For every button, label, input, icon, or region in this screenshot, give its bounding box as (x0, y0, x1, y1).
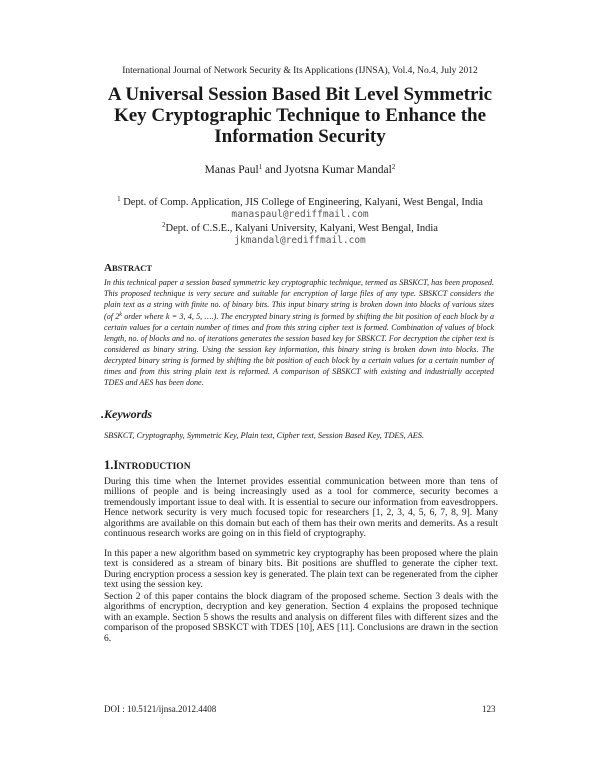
affiliation-2 (0, 219, 600, 247)
affiliation-superscript: 2 (162, 221, 166, 229)
author-superscript: 2 (391, 163, 396, 171)
author-joiner: and (262, 164, 285, 176)
journal-header: International Journal of Network Security & Its Applications (IJNSA), Vol.4, No.4, July 2012 (122, 66, 478, 76)
email-text: manaspaul@rediffmail.com (231, 209, 369, 220)
abstract-text-part: In this technical paper a session based symmetric key cryptographic technique, termed as SBSKCT, has been proposed. This proposed technique is very secure and suitable for encryption of large files of any type. SBSKCT considers the plain text as a string with finite no. of binary bits. This input binary string is broken down into blocks of various sizes (of 2 (104, 278, 494, 321)
affiliation-text: Dept. of Comp. Application, JIS College of Engineering, Kalyani, West Bengal, India (120, 197, 483, 208)
section-initial: I (113, 458, 119, 472)
title-line-3: Information Security (214, 126, 386, 147)
author-list (0, 163, 600, 176)
author-name: Manas Paul (204, 164, 259, 176)
email-text: jkmandal@rediffmail.com (234, 235, 366, 246)
author-superscript: 1 (258, 163, 263, 171)
keywords-heading: .Keywords (101, 407, 152, 421)
abstract-heading (104, 262, 152, 274)
section-title-rest: NTRODUCTION (118, 462, 191, 472)
title-line-2: Key Cryptographic Technique to Enhance the (113, 105, 487, 126)
abstract-superscript: k (119, 312, 122, 318)
paper-title (60, 84, 540, 147)
keywords-heading-label: Keywords (104, 407, 152, 421)
introduction-heading (104, 458, 191, 473)
abstract-body (104, 277, 494, 388)
page-number: 123 (482, 704, 496, 714)
abstract-text-part: order where k = 3, 4, 5, ….). The encrypted binary string is formed by shifting the bit position of each block by a certain values for a certain number of times and from this string cipher text is formed. Combination of values of block length, no. of blocks and no. of iterations generates the session based key for SBSKCT. For decryption the cipher text is considered as binary string. Using the session key information, this binary string is broken down into blocks. The decrypted binary string is formed by shifting the bit position of each block by a certain values for a certain number of times and from this string plain text is reformed. A comparison of SBSKCT with existing and industrially accepted TDES and AES has been done. (104, 312, 495, 387)
affiliation-superscript: 1 (117, 195, 121, 203)
doi-footer: DOI : 10.5121/ijnsa.2012.4408 (104, 704, 217, 714)
abstract-heading-initial: A (104, 262, 112, 274)
intro-paragraph-1: During this time when the Internet provides essential communication between more than tens of millions of people and is being increasingly used as a tool for commerce, security becomes a tremendously important issue to deal with. It is essential to secure our information from eavesdroppers. Hence network security is very much focused topic for researchers [1, 2, 3, 4, 5, 6, 7, 8, 9]. Many algorithms are available on this domain but each of them has their own merits and demerits. As a result continuous research works are going on in this field of cryptography. (104, 477, 498, 540)
keywords-list: SBSKCT, Cryptography, Symmetric Key, Plain text, Cipher text, Session Based Key, TDES, AES. (104, 431, 425, 440)
abstract-heading-rest: BSTRACT (111, 263, 153, 273)
intro-paragraph-2: In this paper a new algorithm based on symmetric key cryptography has been proposed where the plain text is considered as a stream of binary bits. Bit positions are shuffled to generate the cipher text. During encryption process a session key is generated. The plain text can be regenerated from the cipher text using the session key. (104, 549, 498, 591)
section-number: 1. (104, 458, 114, 472)
affiliation-text: Dept. of C.S.E., Kalyani University, Kalyani, West Bengal, India (165, 223, 438, 234)
affiliation-1 (0, 193, 600, 221)
author-name: Jyotsna Kumar Mandal (284, 164, 392, 176)
intro-paragraph-3: Section 2 of this paper contains the block diagram of the proposed scheme. Section 3 deals with the algorithms of encryption, decryption and key generation. Section 4 explains the proposed technique with an example. Section 5 shows the results and analysis on different files with different sizes and the comparison of the proposed SBSKCT with TDES [10], AES [11]. Conclusions are drawn in the section 6. (104, 592, 498, 644)
title-line-1: A Universal Session Based Bit Level Symmetric (107, 84, 493, 105)
